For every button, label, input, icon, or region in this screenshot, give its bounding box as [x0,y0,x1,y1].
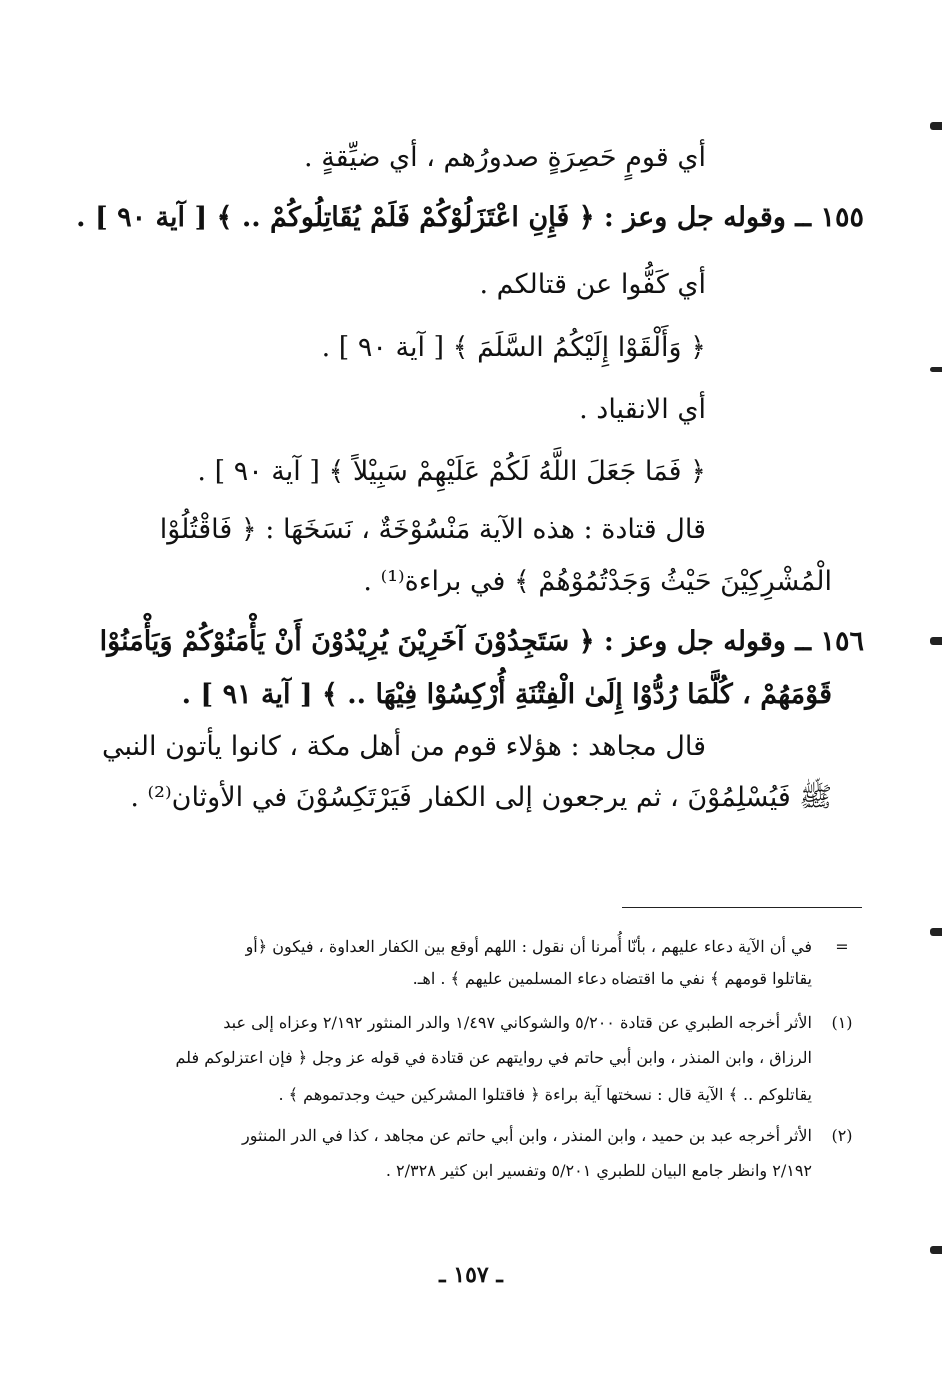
text-line-1: أي قومٍ حَصِرَةٍ صدورُهم ، أي ضيِّقةٍ . [304,142,706,173]
page-number: ـ ١٥٧ ـ [439,1262,503,1288]
edge-thumb-mark [930,637,942,645]
entry-156-continuation: قَوْمَهُمْ ، كُلَّمَا رُدُّوْا إِلَىٰ الْفِتْنَةِ أُرْكِسُوْا فِيْهَا .. ﴾ [ آية ٩١ ] . [181,679,832,710]
verse-line-2: ﴿ فَمَا جَعَلَ اللَّهُ لَكُمْ عَلَيْهِمْ سَبِيْلاً ﴾ [ آية ٩٠ ] . [197,456,706,487]
text-line-3: أي كَفُّوا عن قتالكم . [479,269,706,300]
qatada-quote-line-2: الْمُشْرِكِيْنَ حَيْثُ وَجَدْتُمُوْهُمْ ﴾ في براءة⁽¹⁾ . [363,566,832,597]
footnote-line: الرزاق ، وابن المنذر ، وابن أبي حاتم في روايتهم عن قتادة في قوله عز وجل ﴿ فإن اعتزلوكم فلم [175,1048,812,1067]
footnote-mark-2: (٢) [831,1126,853,1145]
edge-thumb-mark [930,1246,942,1254]
entry-155-heading: ١٥٥ ــ وقوله جل وعز : ﴿ فَإِنِ اعْتَزَلُوْكُمْ فَلَمْ يُقَاتِلُوكُمْ .. ﴾ [ آية ٩٠ ] . [76,202,864,233]
footnote-line: في أن الآية دعاء عليهم ، بأنّا أُمرنا أن نقول : اللهم أوقع بين الكفار العداوة ، فيكون ﴿أو [245,937,812,956]
footnote-separator [622,907,862,908]
footnote-mark-cont: = [835,937,849,956]
footnote-line: الأثر أخرجه عبد بن حميد ، وابن المنذر ، وابن أبي حاتم عن مجاهد ، كذا في الدر المنثور [242,1126,812,1145]
edge-thumb-mark [930,367,942,372]
mujahid-quote-line-1: قال مجاهد : هؤلاء قوم من أهل مكة ، كانوا يأتون النبي [101,731,706,762]
edge-thumb-mark [930,122,942,130]
mujahid-quote-line-2: ﷺ فَيُسْلِمُوْنَ ، ثم يرجعون إلى الكفار فَيَرْتَكِسُوْنَ في الأوثان⁽²⁾ . [130,782,832,813]
footnote-line: يقاتلوكم .. ﴾ الآية قال : نسختها آية براءة ﴿ فاقتلوا المشركين حيث وجدتموهم ﴾ . [278,1085,812,1104]
edge-thumb-mark [930,928,942,936]
footnote-line: الأثر أخرجه الطبري عن قتادة ٥/٢٠٠ والشوكاني ١/٤٩٧ والدر المنثور ٢/١٩٢ وعزاه إلى عبد [223,1013,812,1032]
qatada-quote-line-1: قال قتادة : هذه الآية مَنْسُوْخَةٌ ، نَسَخَهَا : ﴿ فَاقْتُلُوْا [159,514,706,545]
footnote-mark-1: (١) [831,1013,853,1032]
entry-156-heading: ١٥٦ ــ وقوله جل وعز : ﴿ سَتَجِدُوْنَ آخَرِيْنَ يُرِيْدُوْنَ أَنْ يَأْمَنُوْكُمْ وَيَأْمَنُوْا [99,626,864,657]
verse-line-1: ﴿ وَأَلْقَوْا إِلَيْكُمُ السَّلَمَ ﴾ [ آية ٩٠ ] . [321,332,706,363]
footnote-line: يقاتلوا قومهم ﴾ نفي ما اقتضاه دعاء المسلمين عليهم ﴾ . اهـ. [412,969,812,988]
footnote-line: ٢/١٩٢ وانظر جامع البيان للطبري ٥/٢٠١ وتفسير ابن كثير ٢/٣٢٨ . [385,1161,812,1180]
text-line-5: أي الانقياد . [579,394,706,425]
